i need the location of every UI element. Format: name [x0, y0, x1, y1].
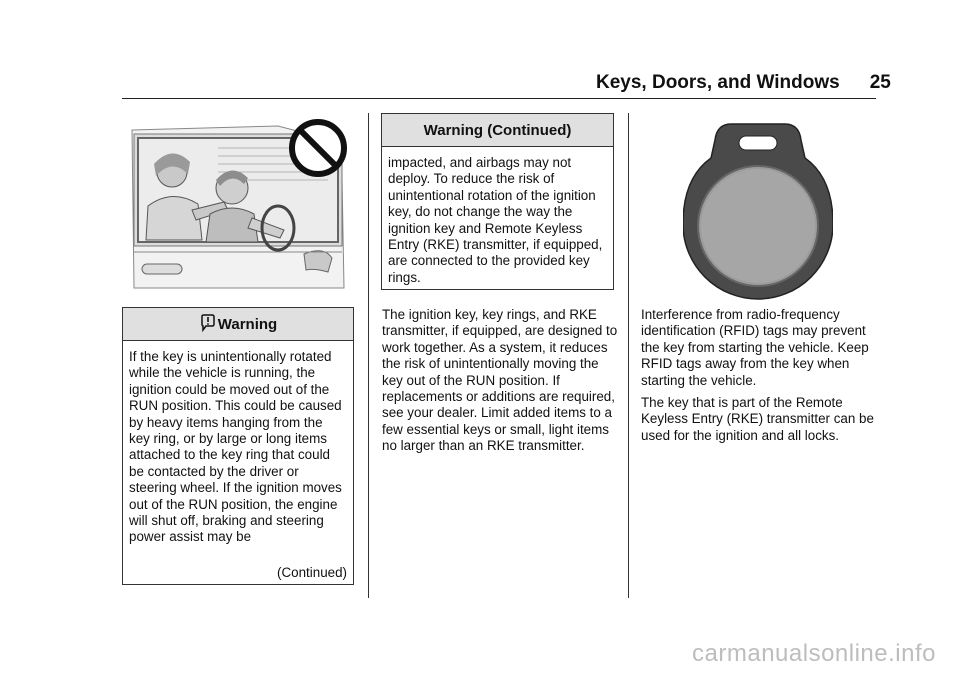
warning-continued-header: Warning (Continued)	[382, 114, 613, 147]
warning-continued-text: impacted, and airbags may not deploy. To reduce the risk of unintentional rotation of the ignition key, do not change the way the ignition key and Remote Keyless Entry (RKE) transmitter, if equipped, are connected to the provided key rings.	[388, 155, 603, 285]
page-number: 25	[869, 72, 891, 93]
warning-continued-box	[381, 113, 614, 290]
warning-title: Warning	[217, 316, 278, 333]
rfid-interference-paragraph: Interference from radio-frequency identification (RFID) tags may prevent the key from starting the vehicle. Keep RFID tags away from the key when starting the vehicle.	[641, 307, 869, 388]
warning-header	[123, 308, 353, 341]
rke-key-ring-paragraph: The ignition key, key rings, and RKE transmitter, if equipped, are designed to work together. As a system, it reduces the risk of unintentionally moving the key out of the RUN position. If replacements or additions are required, see your dealer. Limit added items to a few essential keys or small, light items no larger than an RKE transmitter.	[382, 307, 618, 454]
rfid-key-tag-icon	[683, 118, 833, 300]
header-rule	[122, 98, 876, 99]
no-children-playing-in-car-icon	[128, 118, 350, 294]
rke-transmitter-key-paragraph: The key that is part of the Remote Keyless Entry (RKE) transmitter can be used for the ignition and all locks.	[641, 395, 874, 443]
warning-text: If the key is unintentionally rotated while the vehicle is running, the ignition could be moved out of the RUN position. This could be caused by heavy items hanging from the key ring, or by large or long items attached to the key ring that could be contacted by the driver or steering wheel. If the ignition moves out of the RUN position, the engine will shut off, braking and steering power assist may be	[129, 349, 342, 545]
warning-box	[122, 307, 354, 585]
section-title: Keys, Doors, and Windows	[596, 72, 840, 93]
page-header	[596, 72, 891, 94]
column-divider-2	[628, 113, 629, 598]
warning-book-icon	[199, 314, 215, 332]
continued-label: (Continued)	[277, 565, 347, 580]
column-divider-1	[368, 113, 369, 598]
watermark: carmanualsonline.info	[692, 640, 936, 667]
